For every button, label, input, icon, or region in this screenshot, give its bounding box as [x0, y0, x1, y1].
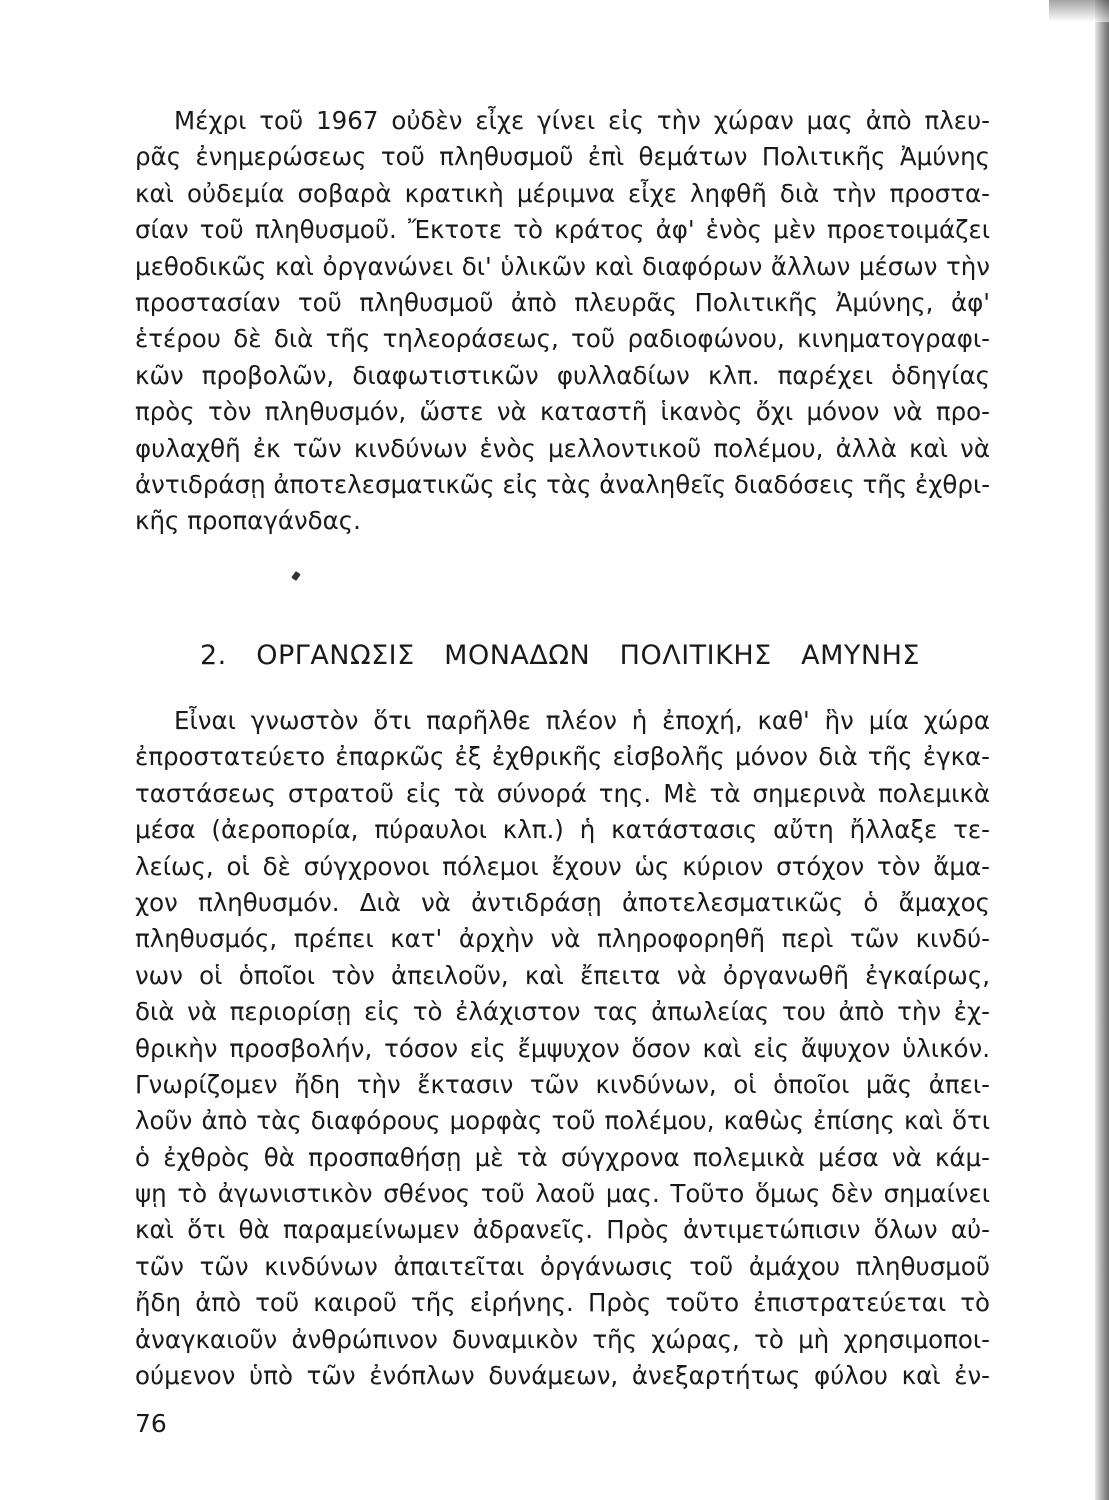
text-line: ἤδη ἀπὸ τοῦ καιροῦ τῆς εἰρήνης. Πρὸς τοῦτο ἐπιστρατεύεται τὸ	[135, 1288, 990, 1318]
text-line: μεθοδικῶς καὶ ὀργανώνει δι' ὑλικῶν καὶ διαφόρων ἄλλων μέσων τὴν	[135, 251, 990, 281]
page-edge-shadow	[1095, 0, 1109, 1500]
ink-speck	[291, 571, 301, 581]
text-line: ἀντιδράσῃ ἀποτελεσματικῶς εἰς τὰς ἀναληθεῖς διαδόσεις τῆς ἐχθρι-	[135, 469, 991, 499]
text-line: προστασίαν τοῦ πληθυσμοῦ ἀπὸ πλευρᾶς Πολιτικῆς Ἀμύνης, ἀφ'	[135, 287, 990, 317]
text-line: νων οἱ ὁποῖοι τὸν ἀπειλοῦν, καὶ ἔπειτα νὰ ὀργανωθῆ ἐγκαίρως,	[135, 960, 990, 990]
text-line: φυλαχθῆ ἐκ τῶν κινδύνων ἑνὸς μελλοντικοῦ πολέμου, ἀλλὰ καὶ νὰ	[135, 433, 990, 463]
text-line: ἀναγκαιοῦν ἀνθρώπινον δυναμικὸν τῆς χώρας, τὸ μὴ χρησιμοποι-	[135, 1324, 990, 1354]
page-number: 76	[135, 1409, 167, 1438]
text-line: χον πληθυσμόν. Διὰ νὰ ἀντιδράσῃ ἀποτελεσματικῶς ὁ ἄμαχος	[135, 887, 990, 917]
text-line: ψῃ τὸ ἀγωνιστικὸν σθένος τοῦ λαοῦ μας. Τοῦτο ὅμως δὲν σημαίνει	[135, 1179, 990, 1209]
page-corner-shadow	[1049, 0, 1109, 22]
text-line: σίαν τοῦ πληθυσμοῦ. Ἔκτοτε τὸ κράτος ἀφ' ἑνὸς μὲν προετοιμάζει	[135, 215, 990, 245]
text-line: ὁ ἐχθρὸς θὰ προσπαθήσῃ μὲ τὰ σύγχρονα πολεμικὰ μέσα νὰ κάμ-	[135, 1142, 990, 1172]
text-line: ρᾶς ἐνημερώσεως τοῦ πληθυσμοῦ ἐπὶ θεμάτων Πολιτικῆς Ἀμύνης	[135, 142, 990, 172]
text-line: λοῦν ἀπὸ τὰς διαφόρους μορφὰς τοῦ πολέμου, καθὼς ἐπίσης καὶ ὅτι	[135, 1106, 990, 1136]
text-line: πρὸς τὸν πληθυσμόν, ὥστε νὰ καταστῆ ἱκανὸς ὄχι μόνον νὰ προ-	[135, 397, 990, 427]
text-line: λείως, οἱ δὲ σύγχρονοι πόλεμοι ἔχουν ὡς κύριον στόχον τὸν ἄμα-	[135, 851, 990, 881]
text-line: διὰ νὰ περιορίσῃ εἰς τὸ ἐλάχιστον τας ἀπωλείας του ἀπὸ τὴν ἐχ-	[135, 997, 990, 1027]
text-line: Εἶναι γνωστὸν ὅτι παρῆλθε πλέον ἡ ἐποχή, καθ' ἣν μία χώρα	[174, 706, 990, 735]
text-line: κῶν προβολῶν, διαφωτιστικῶν φυλλαδίων κλπ. παρέχει ὁδηγίας	[135, 360, 990, 390]
text-line: καὶ ὅτι θὰ παραμείνωμεν ἀδρανεῖς. Πρὸς ἀντιμετώπισιν ὅλων αὐ-	[135, 1215, 990, 1245]
text-line: ταστάσεως στρατοῦ εἰς τὰ σύνορά της. Μὲ τὰ σημερινὰ πολεμικὰ	[135, 778, 990, 808]
text-line: τῶν τῶν κινδύνων ἀπαιτεῖται ὀργάνωσις τοῦ ἀμάχου πληθυσμοῦ	[135, 1251, 990, 1281]
section-heading: 2. ΟΡΓΑΝΩΣΙΣ ΜΟΝΑΔΩΝ ΠΟΛΙΤΙΚΗΣ ΑΜΥΝΗΣ	[200, 640, 920, 671]
text-line: Γνωρίζομεν ἤδη τὴν ἔκτασιν τῶν κινδύνων, οἱ ὁποῖοι μᾶς ἀπει-	[135, 1069, 990, 1099]
text-line: καὶ οὐδεμία σοβαρὰ κρατικὴ μέριμνα εἶχε ληφθῆ διὰ τὴν προστα-	[135, 178, 990, 208]
text-line: θρικὴν προσβολήν, τόσον εἰς ἔμψυχον ὅσον καὶ εἰς ἄψυχον ὑλικόν.	[135, 1033, 990, 1063]
paragraph-intro	[135, 103, 990, 540]
text-line: ἐπροστατεύετο ἐπαρκῶς ἐξ ἐχθρικῆς εἰσβολῆς μόνον διὰ τῆς ἐγκα-	[135, 742, 990, 772]
text-line: ἑτέρου δὲ διὰ τῆς τηλεοράσεως, τοῦ ραδιοφώνου, κινηματογραφι-	[135, 324, 990, 354]
paragraph-organization	[135, 703, 990, 1394]
text-line: μέσα (ἀεροπορία, πύραυλοι κλπ.) ἡ κατάστασις αὔτη ἤλλαξε τε-	[135, 815, 990, 845]
text-line: κῆς προπαγάνδας.	[135, 506, 361, 536]
text-line: Μέχρι τοῦ 1967 οὐδὲν εἶχε γίνει εἰς τὴν χώραν μας ἀπὸ πλευ-	[174, 106, 990, 135]
text-line: ούμενον ὑπὸ τῶν ἐνόπλων δυνάμεων, ἀνεξαρτήτως φύλου καὶ ἐν-	[135, 1361, 990, 1391]
text-line: πληθυσμός, πρέπει κατ' ἀρχὴν νὰ πληροφορηθῆ περὶ τῶν κινδύ-	[135, 924, 990, 954]
